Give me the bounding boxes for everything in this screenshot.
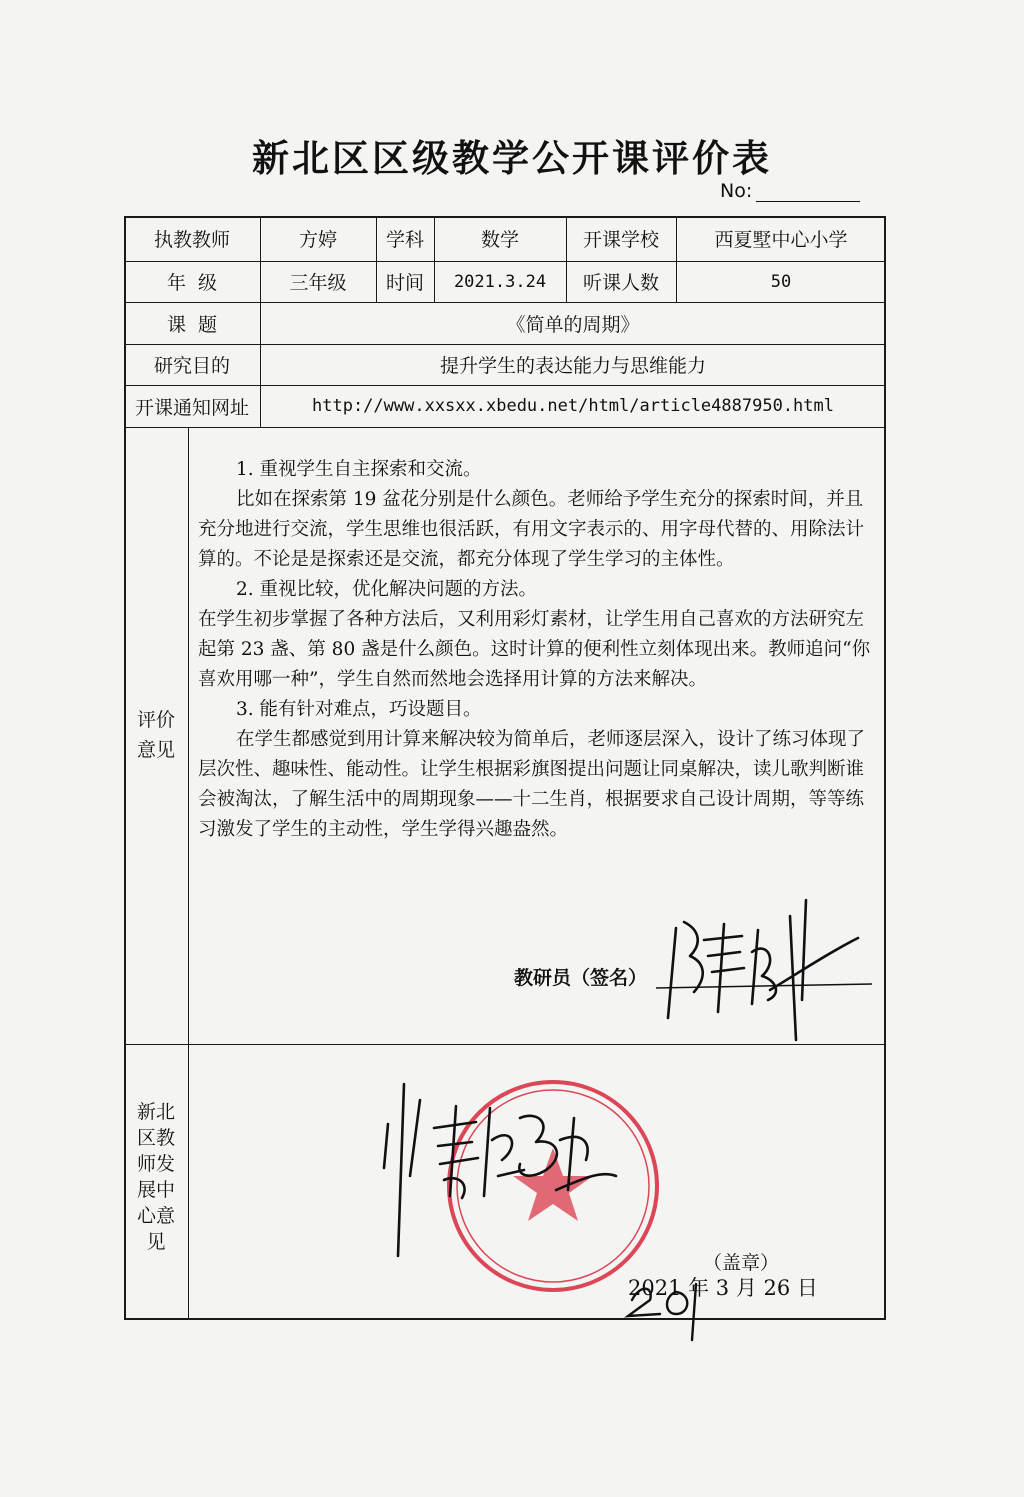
- teacher-value: 方婷: [298, 229, 337, 251]
- evaluation-label-line1: 评价: [136, 709, 175, 731]
- center-label-char: 意: [156, 1205, 176, 1227]
- point-2-heading: 2. 重视比较，优化解决问题的方法。: [236, 579, 538, 600]
- purpose-value: 提升学生的表达能力与思维能力: [439, 355, 706, 377]
- time-value: 2021.3.24: [453, 271, 547, 292]
- center-label-char: 展: [136, 1179, 156, 1201]
- handwritten-date: [628, 1284, 696, 1340]
- approval-date: 2021 年 3 月 26 日: [628, 1276, 818, 1300]
- time-label: 时间: [385, 272, 424, 294]
- seal-star-icon: [513, 1148, 593, 1221]
- center-label-char: 区: [136, 1127, 156, 1149]
- official-seal: [449, 1082, 657, 1290]
- signature-label: 教研员（签名）: [514, 967, 648, 989]
- point-3-heading: 3. 能有针对难点，巧设题目。: [236, 699, 482, 720]
- point-3-body: 在学生都感觉到用计算来解决较为简单后，老师逐层深入，设计了练习体现了层次性、趣味性、能动性。让学生根据彩旗图提出问题让同桌解决，读儿歌判断谁会被淘汰，了解生活中的周期现象——十二生肖，根据要求自己设计周期，等等练习激发了学生的主动性，学生学得兴趣盎然。: [198, 729, 866, 840]
- signature-line: [656, 984, 872, 988]
- topic-value: 《简单的周期》: [506, 313, 640, 336]
- point-1-heading: 1. 重视学生自主探索和交流。: [236, 459, 482, 480]
- school-value: 西夏墅中心小学: [714, 229, 848, 251]
- audience-label: 听课人数: [582, 272, 659, 294]
- evaluation-label-line2: 意见: [136, 739, 175, 761]
- subject-value: 数学: [480, 229, 519, 251]
- center-label-char: 心: [136, 1205, 156, 1227]
- center-label-char: 师: [136, 1153, 156, 1175]
- school-label: 开课学校: [582, 229, 659, 251]
- topic-label: 课 题: [166, 313, 218, 336]
- center-label-char: 发: [156, 1153, 176, 1175]
- url-label: 开课通知网址: [134, 396, 249, 419]
- director-signature: [384, 1084, 616, 1256]
- grade-value: 三年级: [289, 272, 347, 294]
- point-2-body: 在学生初步掌握了各种方法后，又利用彩灯素材，让学生用自己喜欢的方法研究左起第 23 盏、第 80 盏是什么颜色。这时计算的便利性立刻体现出来。教师追问“你喜欢用哪一种”，学生自然而然地会选择用计算的方法来解决。: [198, 609, 871, 690]
- center-label-char: 新: [136, 1101, 156, 1123]
- purpose-label: 研究目的: [153, 355, 230, 377]
- audience-value: 50: [770, 271, 792, 292]
- grade-label: 年 级: [166, 272, 218, 294]
- subject-label: 学科: [385, 229, 424, 251]
- point-1-body: 比如在探索第 19 盆花分别是什么颜色。老师给予学生充分的探索时间，并且充分地进行交流，学生思维也很活跃，有用文字表示的、用字母代替的、用除法计算的。不论是是探索还是交流，都充分体现了学生学习的主体性。: [198, 489, 865, 570]
- form-title: 新北区区级教学公开课评价表: [252, 136, 772, 180]
- serial-number-label: No:: [720, 180, 753, 202]
- center-label-char: 北: [156, 1101, 176, 1123]
- researcher-signature: [668, 900, 858, 1040]
- center-label-char: 中: [156, 1179, 176, 1201]
- teacher-label: 执教教师: [153, 229, 230, 251]
- center-label-char: 教: [156, 1127, 176, 1149]
- seal-label: （盖章）: [703, 1252, 780, 1274]
- url-value: http://www.xxsxx.xbedu.net/html/article4887950.html: [312, 396, 834, 416]
- center-label-char: 见: [146, 1231, 166, 1253]
